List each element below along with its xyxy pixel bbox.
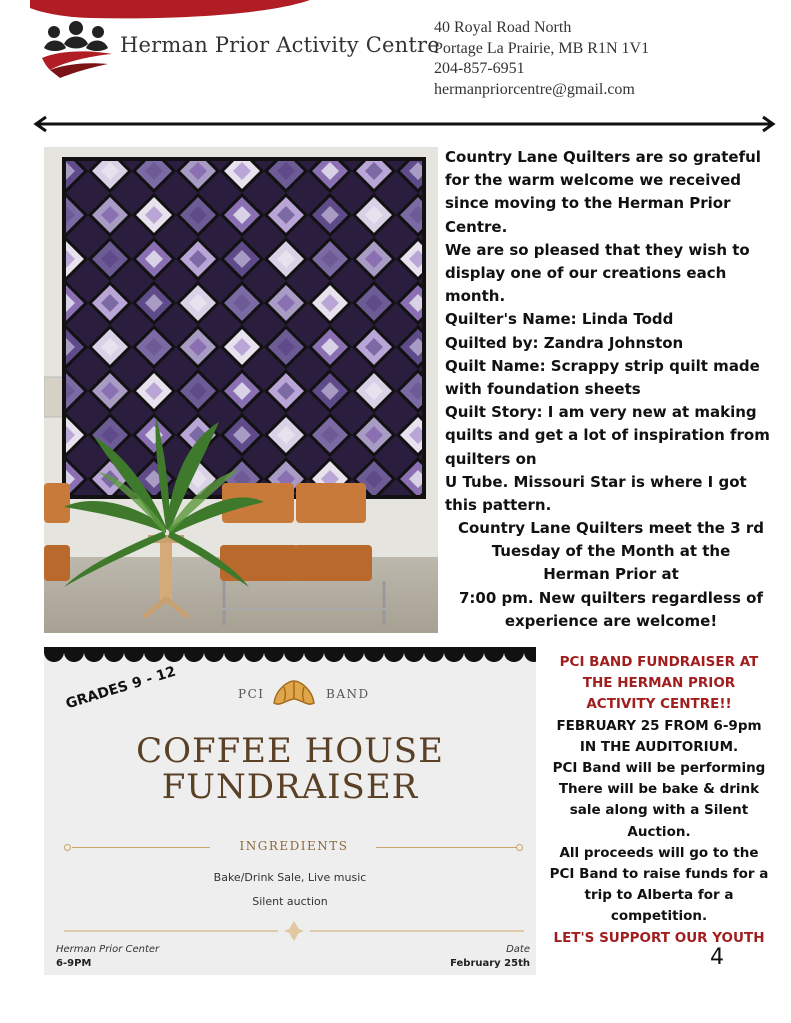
flyer-item-2: Silent auction [252,895,328,908]
pci-band-logo [194,677,394,717]
band-fundraiser-text [546,652,772,949]
people-logo-icon [40,20,114,78]
meeting-line-1: Country Lane Quilters meet the 3 rd Tuesday of the Month at the Herman Prior at [457,519,764,584]
scallop-border [44,647,536,663]
flyer-title-line-1: COFFEE HOUSE [136,731,444,771]
address-line-1: 40 Royal Road North [434,19,572,36]
email: hermanpriorcentre@gmail.com [434,80,635,98]
meeting-info [456,517,766,633]
org-name: Herman Prior Activity Centre [120,33,440,57]
ornament-divider [64,919,524,943]
page-number: 4 [710,945,724,970]
band-support: LET'S SUPPORT OUR YOUTH [553,929,765,946]
band-sale: There will be bake & drink sale along with a Silent Auction. [558,781,760,840]
quilter-name: Quilter's Name: Linda Todd [445,310,674,329]
phone: 204-857-6951 [434,60,525,77]
band-proceeds: All proceeds will go to the PCI Band to raise funds for a trip to Alberta for a competition. [549,844,769,925]
quilt-name: Quilt Name: Scrappy strip quilt made with foundation sheets [445,356,760,399]
flyer-title [44,733,536,805]
croissant-icon [270,677,318,713]
quilt-story-2: U Tube. Missouri Star is where I got this pattern. [445,472,747,515]
flyer-date-label: Date [506,944,530,955]
double-arrow-divider [32,114,777,134]
grades-label: GRADES 9 - 12 [64,663,178,713]
flyer-title-line-2: FUNDRAISER [161,767,419,807]
header-swoosh [30,0,310,22]
band-label: BAND [326,687,370,701]
quilted-by: Quilted by: Zandra Johnston [445,333,684,352]
quilt-intro: Country Lane Quilters are so grateful for the warm welcome we received since moving to the Herman Prior Centre. [445,148,761,236]
quilt-description [445,146,780,517]
pci-label: PCI [238,687,265,701]
flyer-location: Herman Prior Center [56,944,160,955]
quilt-display: We are so pleased that they wish to display one of our creations each month. [445,240,750,306]
quilt-photo [44,147,438,633]
flyer-date: February 25th [450,958,530,969]
meeting-line-2: 7:00 pm. New quilters regardless of experience are welcome! [458,588,763,630]
band-performing: PCI Band will be performing [552,760,766,777]
coffee-house-flyer [44,647,536,975]
address-line-2: Portage La Prairie, MB R1N 1V1 [434,39,650,57]
contact-block [434,18,649,100]
logo [40,20,440,80]
quilt-story-1: Quilt Story: I am very new at making quilts and get a lot of inspiration from quilters on [445,403,770,468]
ingredients-label: INGREDIENTS [239,839,349,853]
flyer-item-1: Bake/Drink Sale, Live music [213,871,367,884]
band-headline: PCI BAND FUNDRAISER AT THE HERMAN PRIOR ACTIVITY CENTRE!! [559,654,759,713]
band-when: FEBRUARY 25 FROM 6-9pm IN THE AUDITORIUM. [556,717,762,755]
flyer-time: 6-9PM [56,958,92,969]
ingredients-heading [64,837,524,857]
